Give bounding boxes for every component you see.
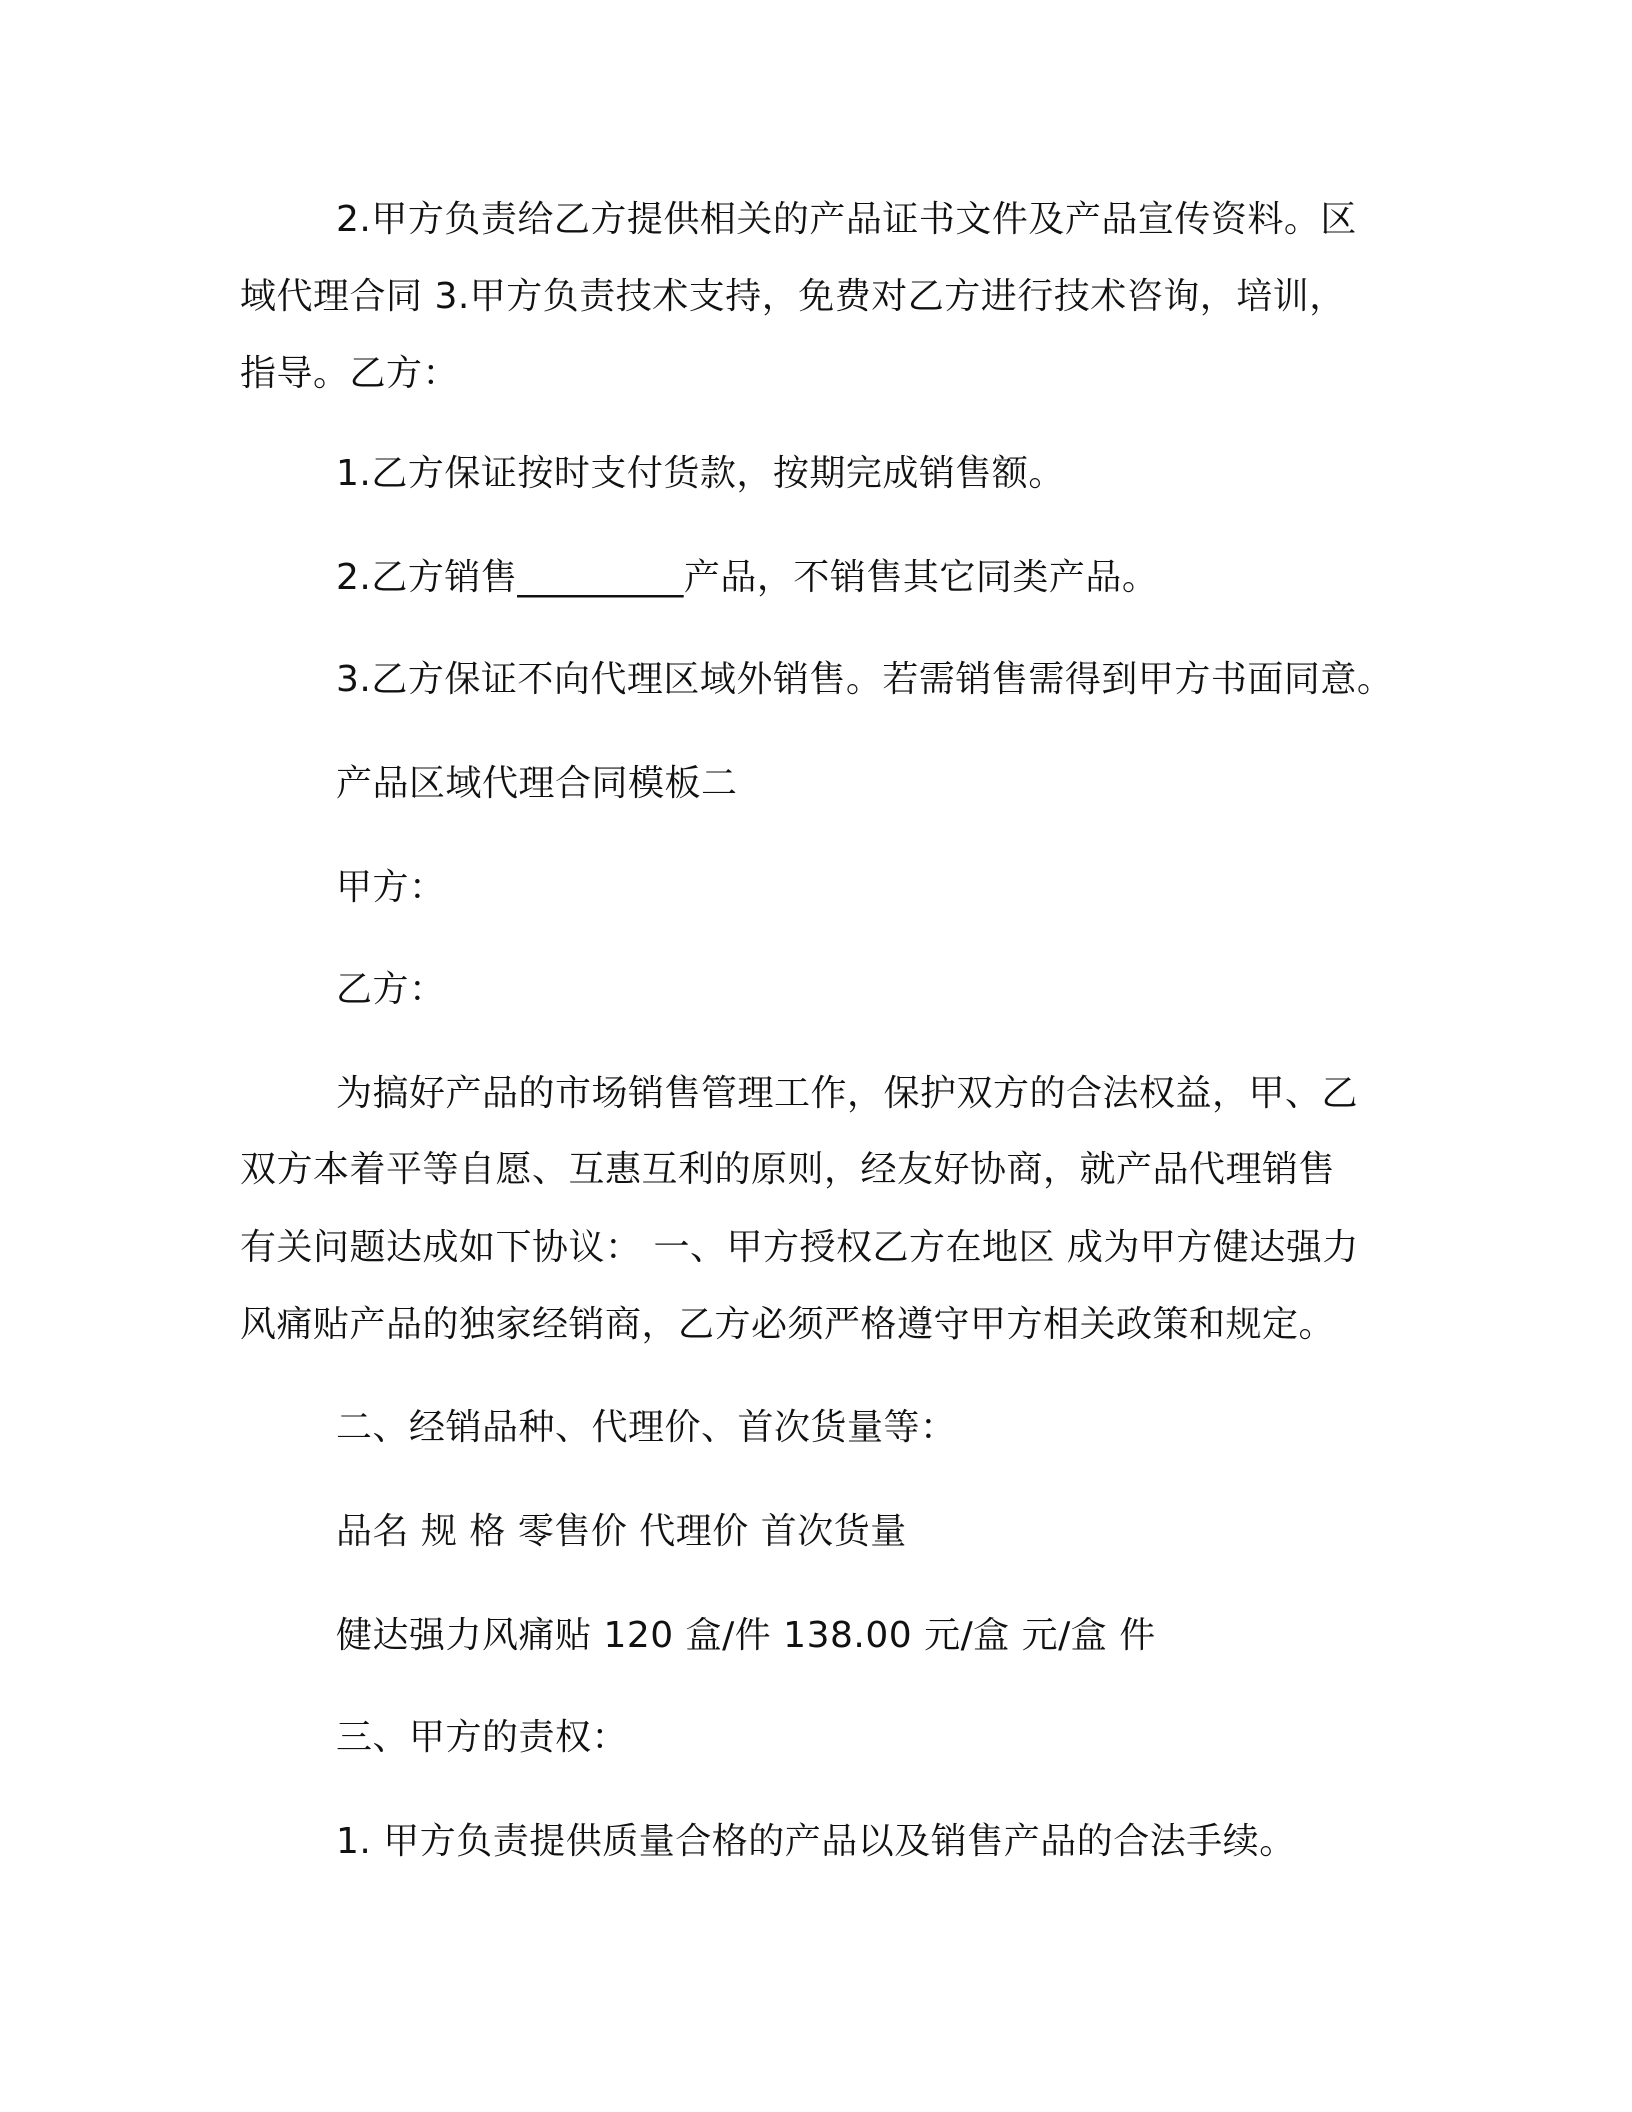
table-header-line: 品名 规 格 零售价 代理价 首次货量 <box>336 1511 907 1552</box>
paragraph-line: 有关问题达成如下协议： 一、甲方授权乙方在地区 成为甲方健达强力 <box>240 1227 1359 1268</box>
paragraph-line: 1.乙方保证按时支付货款，按期完成销售额。 <box>336 453 1065 494</box>
section-heading: 二、经销品种、代理价、首次货量等： <box>336 1407 957 1448</box>
paragraph-line: 1. 甲方负责提供质量合格的产品以及销售产品的合法手续。 <box>336 1821 1296 1862</box>
table-row-line: 健达强力风痛贴 120 盒/件 138.00 元/盒 元/盒 件 <box>336 1615 1156 1656</box>
section-title: 产品区域代理合同模板二 <box>336 763 738 804</box>
paragraph-line: 3.乙方保证不向代理区域外销售。若需销售需得到甲方书面同意。 <box>336 659 1394 700</box>
party-b-label: 乙方： <box>336 969 446 1010</box>
paragraph-line: 风痛贴产品的独家经销商，乙方必须严格遵守甲方相关政策和规定。 <box>240 1304 1336 1345</box>
paragraph-line: 2.乙方销售_________产品，不销售其它同类产品。 <box>336 557 1159 598</box>
section-heading: 三、甲方的责权： <box>336 1717 629 1758</box>
paragraph-line: 为搞好产品的市场销售管理工作，保护双方的合法权益，甲、乙 <box>336 1073 1359 1114</box>
paragraph-line: 双方本着平等自愿、互惠互利的原则，经友好协商，就产品代理销售 <box>240 1149 1336 1190</box>
paragraph-line: 域代理合同 3.甲方负责技术支持，免费对乙方进行技术咨询，培训， <box>240 276 1346 317</box>
paragraph-line: 2.甲方负责给乙方提供相关的产品证书文件及产品宣传资料。区 <box>336 199 1357 240</box>
party-a-label: 甲方： <box>336 867 446 908</box>
paragraph-line: 指导。乙方： <box>240 353 460 394</box>
